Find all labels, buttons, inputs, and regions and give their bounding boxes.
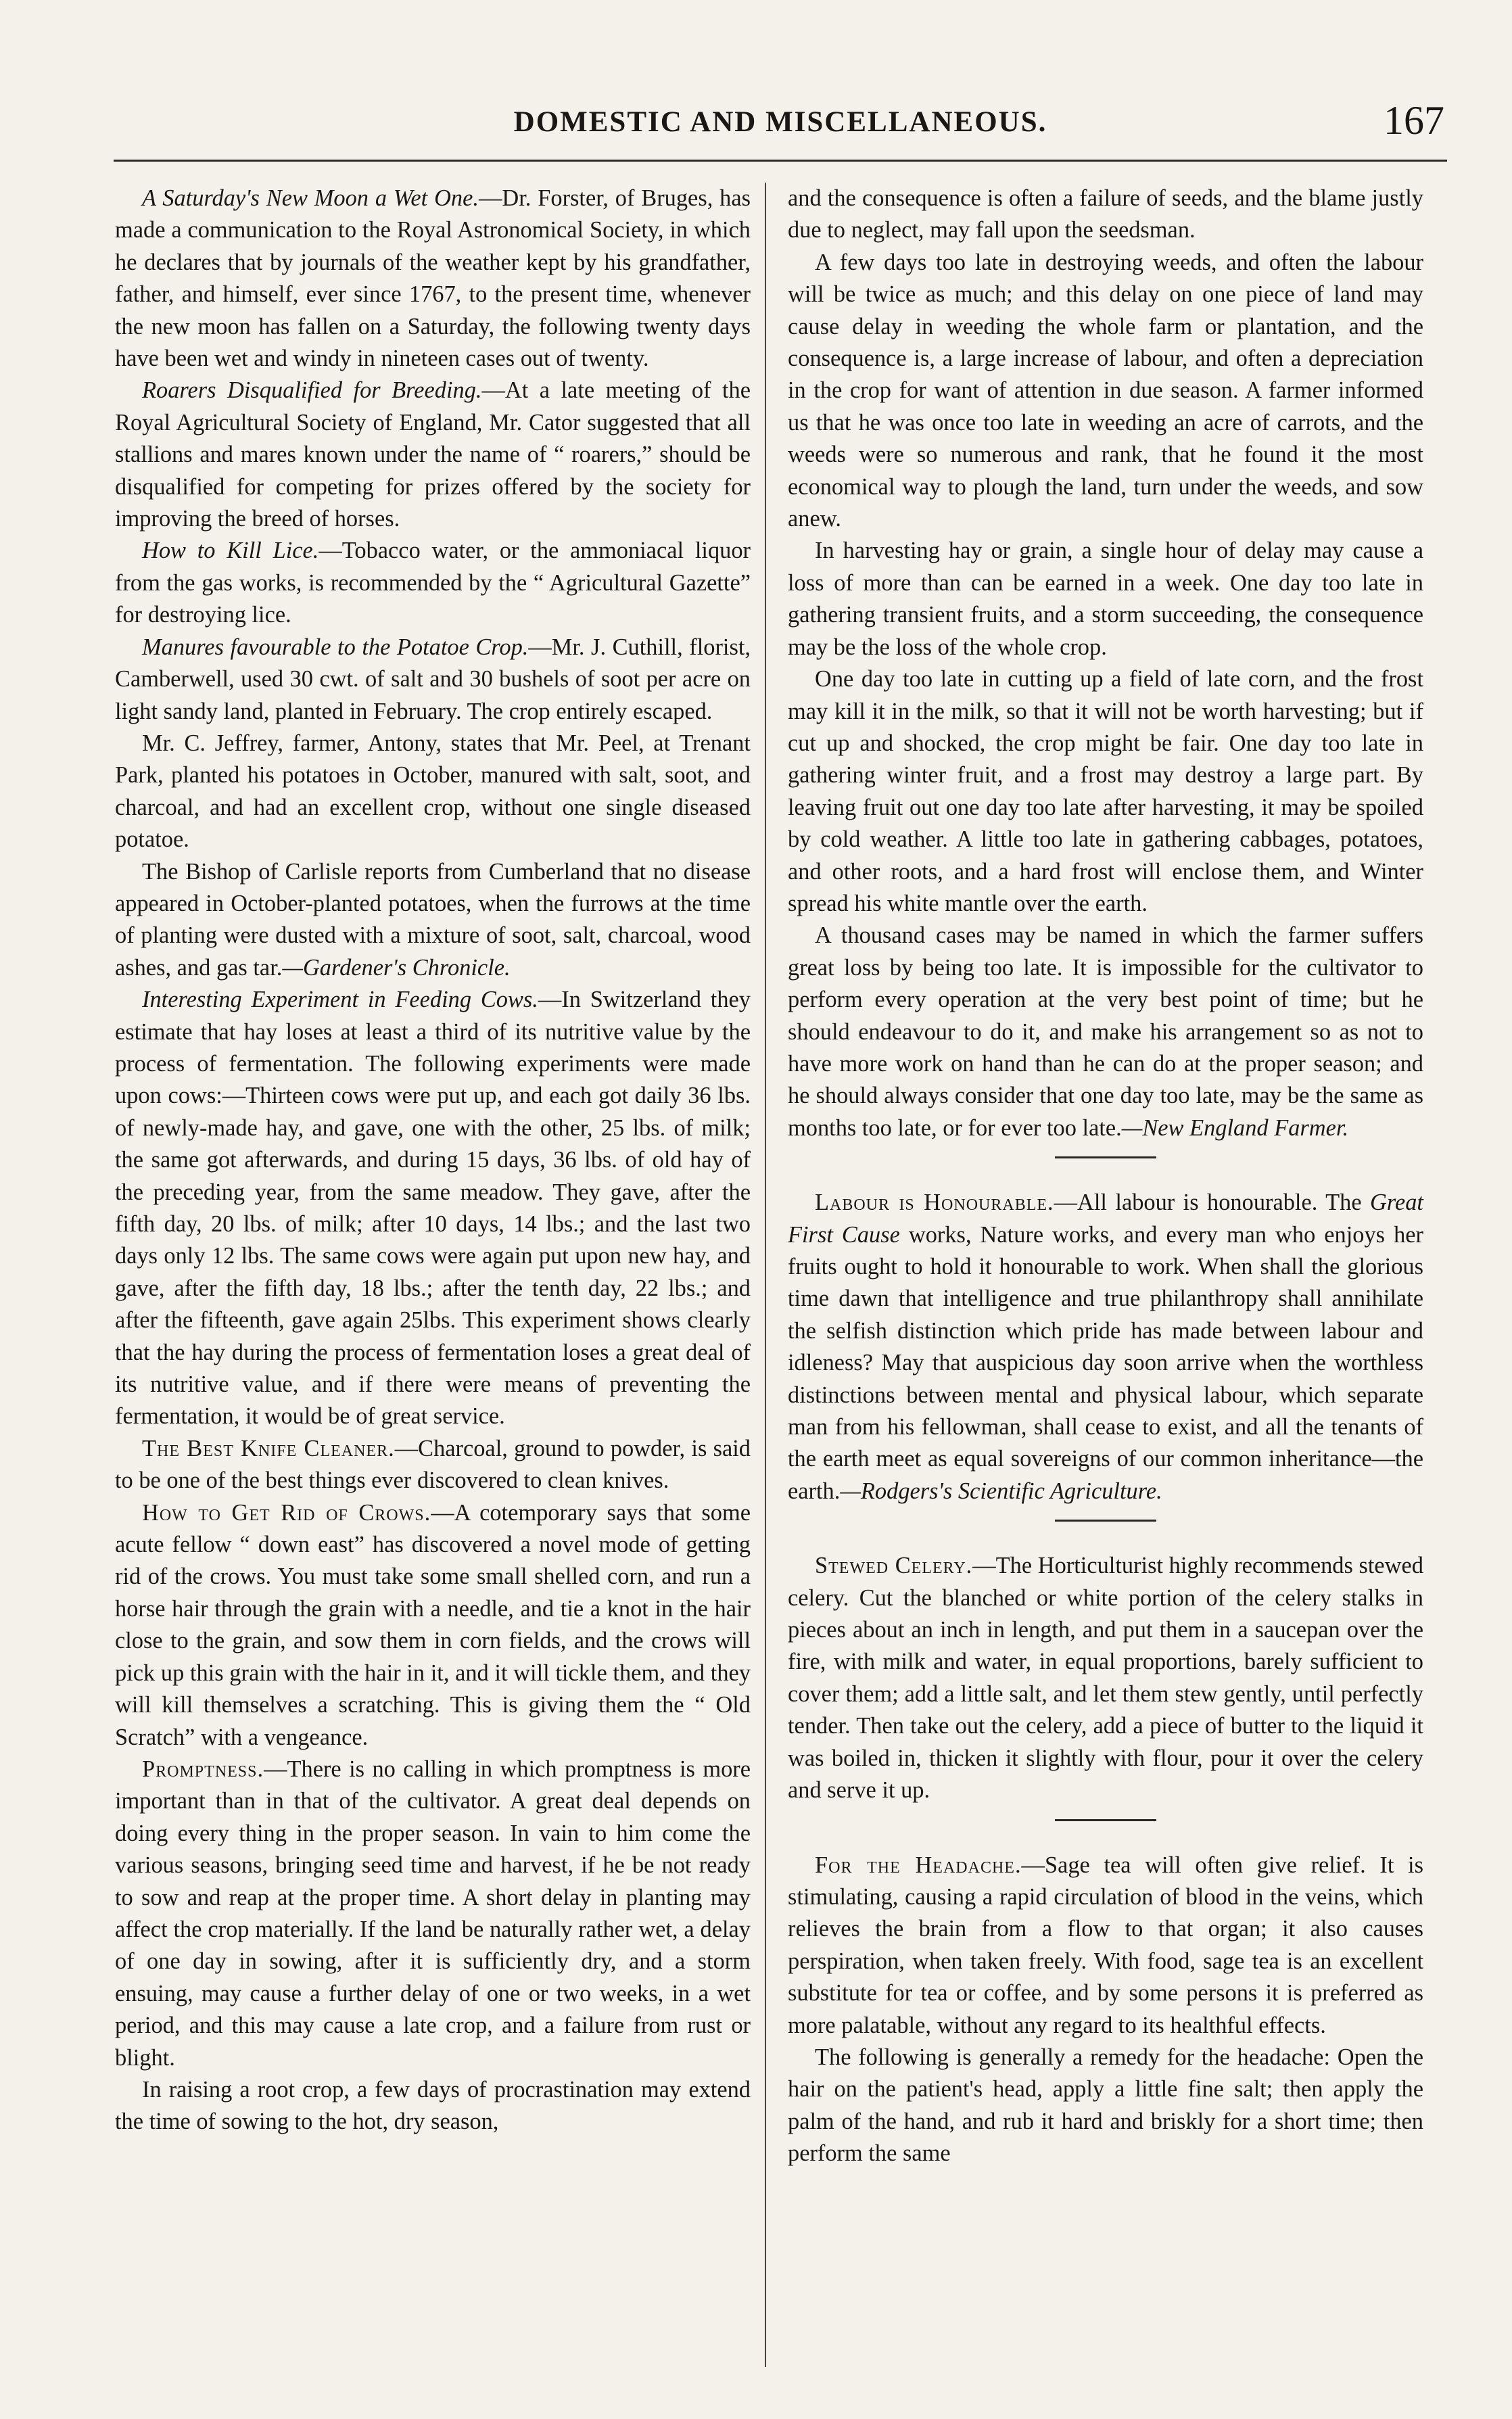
article-labour-honourable	[788, 1187, 1423, 1507]
article-source: —Rodgers's Scientific Agriculture.	[840, 1478, 1162, 1504]
column-rule	[765, 183, 766, 2367]
running-title: DOMESTIC AND MISCELLANEOUS.	[513, 106, 1047, 138]
article-heading: How to Kill Lice.	[142, 538, 319, 564]
article-heading: A Saturday's New Moon a Wet One.	[142, 185, 479, 211]
paragraph-headache-remedy: The following is generally a remedy for the headache: Open the hair on the patient's head, apply a little fine salt; then apply the palm of the hand, and rub it hard and briskly for a short time; then perform the same	[788, 2044, 1423, 2167]
paragraph-thousand-cases	[788, 920, 1423, 1144]
article-source: —New England Farmer.	[1121, 1114, 1349, 1141]
article-body: The Bishop of Carlisle reports from Cumberland that no disease appeared in October-planted potatoes, when the furrows at the time of planting were dusted with a mixture of soot, salt, charcoal, wood ashes, and gas tar.	[115, 858, 751, 981]
article-body: —Charcoal, ground to powder, is said to be one of the best things ever discovered to clean knives.	[115, 1435, 751, 1494]
article-potatoe-manures	[115, 632, 751, 728]
article-source: —Gardener's Chronicle.	[282, 954, 511, 981]
article-heading: For the Headache.	[815, 1852, 1022, 1878]
article-heading: How to Get Rid of Crows.	[142, 1499, 431, 1526]
article-feeding-cows	[115, 984, 751, 1433]
article-roarers	[115, 375, 751, 535]
article-promptness	[115, 1754, 751, 2074]
paragraph-jeffrey: Mr. C. Jeffrey, farmer, Antony, states that Mr. Peel, at Trenant Park, planted his potatoes in October, manured with salt, soot, and charcoal, and had an excellent crop, without one single diseased potatoe.	[115, 730, 751, 853]
article-body: —A cotemporary says that some acute fellow “ down east” has discovered a novel mode of getting rid of the crows. You must take some small shelled corn, and run a horse hair through the grain with a needle, and tie a knot in the hair close to the grain, and sow them in corn fields, and the crows will pick up this grain with the hair in it, and it will tickle them, and they will kill themselves a scratching. This is giving them the “ Old Scratch” with a vengeance.	[115, 1499, 751, 1750]
article-body: —Sage tea will often give relief. It is stimulating, causing a rapid circulation of blood in the veins, which relieves the brain from a flow to that organ; it also causes perspiration, when taken freely. With food, sage tea is an excellent substitute for tea or coffee, and by some persons it is preferred as more palatable, without any regard to its healthful effects.	[788, 1852, 1423, 2038]
section-divider	[1055, 1520, 1156, 1522]
article-body: —There is no calling in which promptness is more important than in that of the cultivator. A great deal depends on doing every thing in the proper season. In vain to him come the various seasons, bringing seed time and harvest, if he be not ready to sow and reap at the proper time. A short delay in planting may affect the crop materially. If the land be naturally rather wet, a delay of one day in sowing, after it is sufficiently dry, and a storm ensuing, may cause a further delay of one or two weeks, in a wet period, and this may cause a late crop, and a failure from rust or blight.	[115, 1756, 751, 2071]
article-knife-cleaner	[115, 1433, 751, 1497]
article-saturday-moon	[115, 183, 751, 375]
article-heading: Interesting Experiment in Feeding Cows.	[142, 987, 538, 1013]
article-heading: Manures favourable to the Potatoe Crop.	[142, 634, 529, 660]
article-body: —All labour is honourable. The	[1054, 1190, 1371, 1216]
article-crows	[115, 1497, 751, 1754]
section-divider	[1055, 1819, 1156, 1821]
article-heading: Promptness.	[142, 1756, 264, 1782]
article-body: —Dr. Forster, of Bruges, has made a communication to the Royal Astronomical Society, in which he declares that by journals of the weather kept by his grandfather, father, and himself, ever since 1767, to the present time, whenever the new moon has fallen on a Saturday, the following twenty days have been wet and windy in nineteen cases out of twenty.	[115, 185, 751, 372]
article-body: A thousand cases may be named in which the farmer suffers great loss by being too late. It is impossible for the cultivator to perform every operation at the very best point of time; but he should endeavour to do it, and make his arrangement so as not to have more work on hand than he can do at the proper season; and he should always consider that one day too late, may be the same as months too late, or for ever too late.	[788, 922, 1423, 1141]
paragraph-bishop-carlisle	[115, 856, 751, 985]
article-body: —In Switzerland they estimate that hay loses at least a third of its nutritive value by the process of fermentation. The following experiments were made upon cows:—Thirteen cows were put up, and each got daily 36 lbs. of newly-made hay, and gave, one with the other, 25 lbs. of milk; the same got afterwards, and during 15 days, 36 lbs. of old hay of the preceding year, from the same meadow. They gave, after the fifth day, 20 lbs. of milk; after 10 days, 14 lbs.; and the last two days only 12 lbs. The same cows were again put upon new hay, and gave, after the fifth day, 18 lbs.; after the tenth day, 22 lbs.; and after the fifteenth, gave again 25lbs. This experiment shows clearly that the hay during the process of fermentation loses a great deal of its nutritive value, and if there were means of preventing the fermentation, it would be of great service.	[115, 987, 751, 1430]
article-body: —The Horticulturist highly recommends stewed celery. Cut the blanched or white portion of the celery stalks in pieces about an inch in length, and put them in a saucepan over the fire, with milk and water, in equal proportions, barely sufficient to cover them; add a little salt, and let them stew gently, until perfectly tender. Then take out the celery, add a piece of butter to the liquid it was boiled in, thicken it slightly with flour, pour it over the celery and serve it up.	[788, 1553, 1423, 1804]
left-column	[115, 183, 751, 2138]
paragraph-harvesting: In harvesting hay or grain, a single hour of delay may cause a loss of more than can be earned in a week. One day too late in gathering transient fruits, and a storm succeeding, the consequence may be the loss of the whole crop.	[788, 538, 1423, 660]
article-emphasis: Great First Cause	[788, 1190, 1423, 1248]
right-column	[788, 183, 1423, 2170]
paragraph-late-corn: One day too late in cutting up a field of late corn, and the frost may kill it in the milk, so that it will not be worth harvesting; but if cut up and shocked, the crop might be fair. One day too late in gathering winter fruit, and a frost may destroy a large part. By leaving fruit out one day too late after harvesting, it may be spoiled by cold weather. A little too late in gathering cabbages, potatoes, and other roots, and a hard frost will enclose them, and Winter spread his white mantle over the earth.	[788, 666, 1423, 916]
page-number: 167	[1384, 98, 1444, 143]
article-heading: Roarers Disqualified for Breeding.	[142, 377, 482, 404]
section-divider	[1055, 1156, 1156, 1158]
paragraph-root-crop: In raising a root crop, a few days of procrastination may extend the time of sowing to the hot, dry season,	[115, 2076, 751, 2135]
article-heading: The Best Knife Cleaner.	[142, 1435, 395, 1461]
article-body: —Mr. J. Cuthill, florist, Camberwell, used 30 cwt. of salt and 30 bushels of soot per acre on light sandy land, planted in February. The crop entirely escaped.	[115, 634, 751, 724]
article-kill-lice	[115, 535, 751, 631]
article-body: —At a late meeting of the Royal Agricultural Society of England, Mr. Cator suggested that all stallions and mares known under the name of “ roarers,” should be disqualified for competing for prizes offered by the society for improving the breed of horses.	[115, 377, 751, 532]
article-headache	[788, 1850, 1423, 2042]
article-heading: Labour is Honourable.	[815, 1190, 1054, 1216]
article-body: —Tobacco water, or the ammoniacal liquor from the gas works, is recommended by the “ Agricultural Gazette” for destroying lice.	[115, 538, 751, 628]
paragraph-continuation: and the consequence is often a failure of seeds, and the blame justly due to neglect, may fall upon the seedsman.	[788, 185, 1423, 243]
article-body: works, Nature works, and every man who enjoys her fruits ought to hold it honourable to work. When shall the glorious time dawn that intelligence and true philanthropy shall annihilate the selfish distinction which pride has made between labour and idleness? May that auspicious day soon arrive when the worthless distinctions between mental and physical labour, which separate man from his fellowman, shall cease to exist, and all the tenants of the earth meet as equal sovereigns of our common inheritance—the earth.	[788, 1221, 1423, 1504]
article-heading: Stewed Celery.	[815, 1553, 973, 1579]
article-stewed-celery	[788, 1550, 1423, 1806]
paragraph-weeds: A few days too late in destroying weeds, and often the labour will be twice as much; and this delay on one piece of land may cause delay in weeding the whole farm or plantation, and the consequence is, a large increase of labour, and often a depreciation in the crop for want of attention in due season. A farmer informed us that he was once too late in weeding an acre of carrots, and the weeds were so numerous and rank, that he found it the most economical way to plough the land, turn under the weeds, and sow anew.	[788, 249, 1423, 532]
running-head	[114, 98, 1447, 162]
